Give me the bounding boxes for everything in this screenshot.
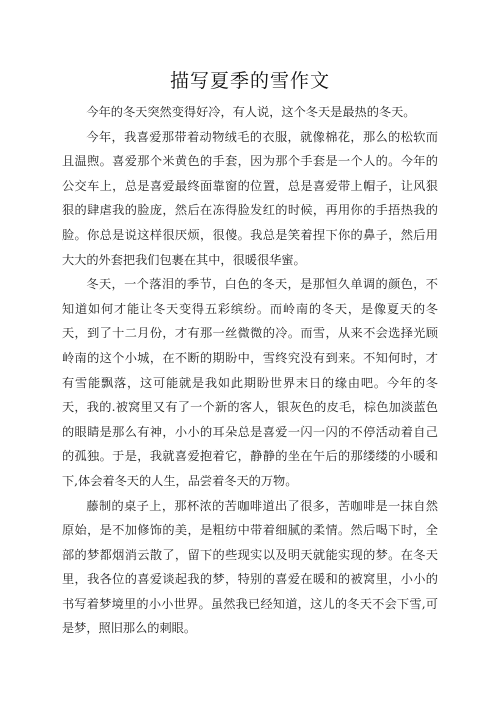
paragraph-4: 藤制的桌子上，那杯浓的苦咖啡道出了很多，苦咖啡是一抹自然原始，是不加修饰的美，是粗纺中带着细腻的柔情。然后喝下时，全部的梦都烟消云散了，留下的些现实以及明天就能实现的梦。在冬天里，我各位的喜爱谈起我的梦，特别的喜爱在暖和的被窝里，小小的书写着梦境里的小小世界。虽然我已经知道，这儿的冬天不会下雪,可是梦，照旧那么的刺眼。	[62, 498, 438, 636]
paragraph-3: 冬天，一个落泪的季节，白色的冬天，是那恒久单调的颜色，不知道如何才能让冬天变得五彩缤纷。而岭南的冬天，是像夏天的冬天，到了十二月份，才有那一丝微微的冷。而雪，从来不会选择光顾岭南的这个小城，在不断的期盼中，雪终究没有到来。不知何时，才有雪能飘落，这可能就是我如此期盼世界末日的缘由吧。今年的冬天，我的.被窝里又有了一个新的客人，银灰色的皮毛，棕色加淡蓝色的眼睛是那么有神，小小的耳朵总是喜爱一闪一闪的不停活动着自己的孤独。于是，我就喜爱抱着它，静静的坐在午后的那缕缕的小暖和下,体会着冬天的人生，品尝着冬天的万物。	[62, 277, 438, 488]
document-title: 描写夏季的雪作文	[169, 70, 330, 92]
document-body	[62, 100, 438, 641]
paragraph-2: 今年，我喜爱那带着动物绒毛的衣服，就像棉花，那么的松软而且温煦。喜爱那个米黄色的手套，因为那个手套是一个人的。今年的公交车上，总是喜爱最终面靠窗的位置，总是喜爱带上帽子，让风狠狠的肆虐我的脸庞，然后在冻得脸发红的时候，再用你的手捂热我的脸。你总是说这样很厌烦，很傻。我总是笑着捏下你的鼻子，然后用大大的外套把我们包裹在其中，很暖很华蜜。	[62, 129, 438, 267]
paragraph-1: 今年的冬天突然变得好冷，有人说，这个冬天是最热的冬天。	[86, 105, 416, 119]
